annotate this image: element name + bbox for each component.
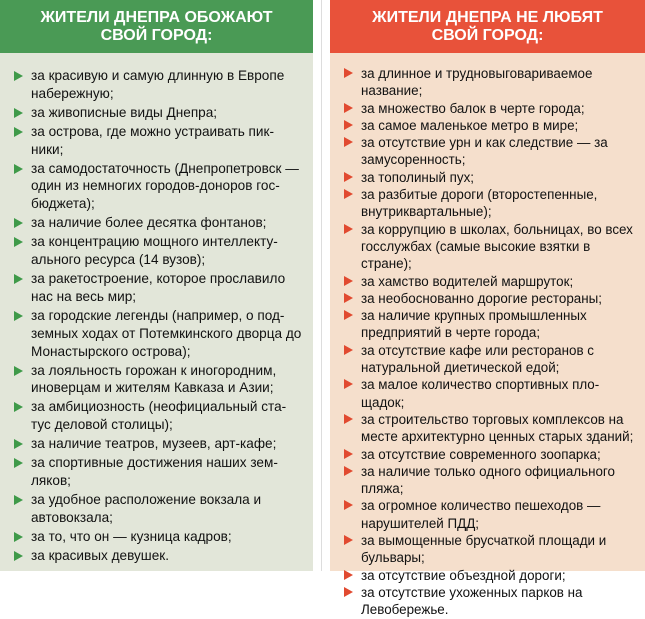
list-item [344, 307, 637, 342]
list-item [14, 67, 305, 103]
list-item-text: за удобное расположение вокзала и автовокзала; [31, 491, 262, 525]
list-item-text: за наличие более десятка фонтанов; [31, 215, 267, 231]
dislikes-list [330, 53, 645, 619]
list-item-text: за острова, где можно устраивать пик-ники; [31, 123, 274, 157]
red-triangle-bullet-icon [344, 189, 353, 199]
list-item-text: за ракетостроение, которое прославило нас на весь мир; [31, 270, 286, 304]
list-item-text: за отсутствие современного зоопарка; [361, 446, 601, 462]
list-item [344, 134, 637, 169]
list-item-text: за множество балок в черте города; [361, 100, 585, 116]
list-item [344, 65, 637, 100]
list-item [344, 117, 637, 134]
list-item [14, 491, 305, 527]
red-triangle-bullet-icon [344, 224, 353, 234]
list-item [344, 100, 637, 117]
list-item [344, 446, 637, 463]
red-triangle-bullet-icon [344, 172, 353, 182]
green-triangle-bullet-icon [14, 127, 23, 137]
list-item-text: за концентрацию мощного интеллекту-ального ресурса (14 вузов); [31, 234, 278, 268]
red-triangle-bullet-icon [344, 379, 353, 389]
list-item [344, 169, 637, 186]
red-triangle-bullet-icon [344, 68, 353, 78]
column-divider [321, 0, 322, 571]
red-triangle-bullet-icon [344, 310, 353, 320]
red-triangle-bullet-icon [344, 466, 353, 476]
list-item-text: за спортивные достижения наших зем-ляков; [31, 455, 278, 488]
list-item [14, 307, 305, 361]
green-triangle-bullet-icon [14, 495, 23, 505]
red-triangle-bullet-icon [344, 103, 353, 113]
list-item [344, 186, 637, 221]
list-item-text: за отсутствие ухоженных парков на Левобережье. [361, 584, 583, 618]
list-item [14, 528, 305, 546]
list-item [344, 584, 637, 619]
list-item-text: за наличие театров, музеев, арт-кафе; [31, 436, 277, 452]
red-triangle-bullet-icon [344, 535, 353, 545]
list-item [14, 362, 305, 398]
list-item [344, 411, 637, 446]
list-item [14, 233, 305, 269]
red-triangle-bullet-icon [344, 449, 353, 459]
red-triangle-bullet-icon [344, 414, 353, 424]
green-triangle-bullet-icon [14, 108, 23, 118]
list-item-text: за красивых девушек. [31, 547, 169, 563]
list-item-text: за красивую и самую длинную в Европе набережную; [31, 68, 285, 101]
list-item-text: за лояльность горожан к иногородним, иноверцам и жителям Кавказа и Азии; [31, 362, 277, 396]
dislikes-column [330, 0, 645, 618]
list-item [344, 376, 637, 411]
red-triangle-bullet-icon [344, 137, 353, 147]
green-triangle-bullet-icon [14, 439, 23, 449]
list-item [14, 214, 305, 232]
list-item-text: за малое количество спортивных пло-щадок; [361, 377, 600, 410]
list-item-text: за хамство водителей маршруток; [361, 273, 574, 289]
list-item [344, 290, 637, 307]
list-item [14, 270, 305, 306]
loves-list [0, 53, 313, 564]
list-item-text: за вымощенные брусчаткой площади и бульвары; [361, 533, 607, 566]
list-item-text: за длинное и трудновыговариваемое название; [361, 66, 593, 99]
list-item-text: за отсутствие кафе или ресторанов с натуральной диетической едой; [361, 342, 594, 376]
green-triangle-bullet-icon [14, 402, 23, 412]
list-item-text: за отсутствие урн и как следствие — за замусоренность; [361, 135, 608, 168]
red-triangle-bullet-icon [344, 345, 353, 355]
green-triangle-bullet-icon [14, 218, 23, 228]
red-triangle-bullet-icon [344, 293, 353, 303]
red-triangle-bullet-icon [344, 500, 353, 510]
list-item [14, 454, 305, 490]
list-item [14, 547, 305, 565]
list-item-text: за самое маленькое метро в мире; [361, 117, 579, 133]
loves-column [0, 0, 313, 571]
list-item-text: за разбитые дороги (второстепенные, внутриквартальные); [361, 187, 598, 220]
list-item [14, 435, 305, 453]
green-triangle-bullet-icon [14, 532, 23, 542]
green-triangle-bullet-icon [14, 237, 23, 247]
red-triangle-bullet-icon [344, 120, 353, 130]
list-item [344, 221, 637, 273]
list-item-text: за необоснованно дорогие рестораны; [361, 290, 602, 306]
list-item [344, 273, 637, 290]
list-item-text: за самодостаточность (Днепропетровск — один из немногих городов-доноров гос-бюджета); [31, 160, 299, 212]
list-item-text: за наличие только одного официального пляжа; [361, 463, 615, 497]
list-item-text: за наличие крупных промышленных предприятий в черте города; [361, 308, 587, 341]
list-item-text: за городские легенды (например, о под-земных ходах от Потемкинского дворца до Монастырского острова); [31, 307, 302, 359]
red-triangle-bullet-icon [344, 587, 353, 597]
loves-heading: ЖИТЕЛИ ДНЕПРА ОБОЖАЮТ СВОЙ ГОРОД: [0, 0, 313, 53]
list-item-text: за живописные виды Днепра; [31, 104, 218, 120]
green-triangle-bullet-icon [14, 274, 23, 284]
green-triangle-bullet-icon [14, 366, 23, 376]
red-triangle-bullet-icon [344, 276, 353, 286]
list-item [344, 463, 637, 498]
green-triangle-bullet-icon [14, 164, 23, 174]
list-item [344, 532, 637, 567]
green-triangle-bullet-icon [14, 458, 23, 468]
list-item-text: за тополиный пух; [361, 169, 475, 185]
green-triangle-bullet-icon [14, 551, 23, 561]
dislikes-heading: ЖИТЕЛИ ДНЕПРА НЕ ЛЮБЯТ СВОЙ ГОРОД: [330, 0, 645, 53]
list-item [344, 567, 637, 584]
list-item-text: за отсутствие объездной дороги; [361, 567, 566, 583]
list-item [14, 160, 305, 214]
list-item-text: за огромное количество пешеходов — нарушителей ПДД; [361, 498, 601, 531]
list-item [344, 497, 637, 532]
list-item-text: за коррупцию в школах, больницах, во всех госслужбах (самые высокие взятки в стране); [361, 221, 633, 272]
list-item [14, 123, 305, 159]
list-item [14, 398, 305, 434]
list-item-text: за то, что он — кузница кадров; [31, 528, 232, 544]
red-triangle-bullet-icon [344, 570, 353, 580]
green-triangle-bullet-icon [14, 311, 23, 321]
list-item [344, 342, 637, 377]
list-item [14, 104, 305, 122]
list-item-text: за амбициозность (неофициальный ста-тус деловой столицы); [31, 399, 287, 433]
green-triangle-bullet-icon [14, 71, 23, 81]
list-item-text: за строительство торговых комплексов на месте архитектурно ценных старых зданий; [361, 411, 634, 445]
